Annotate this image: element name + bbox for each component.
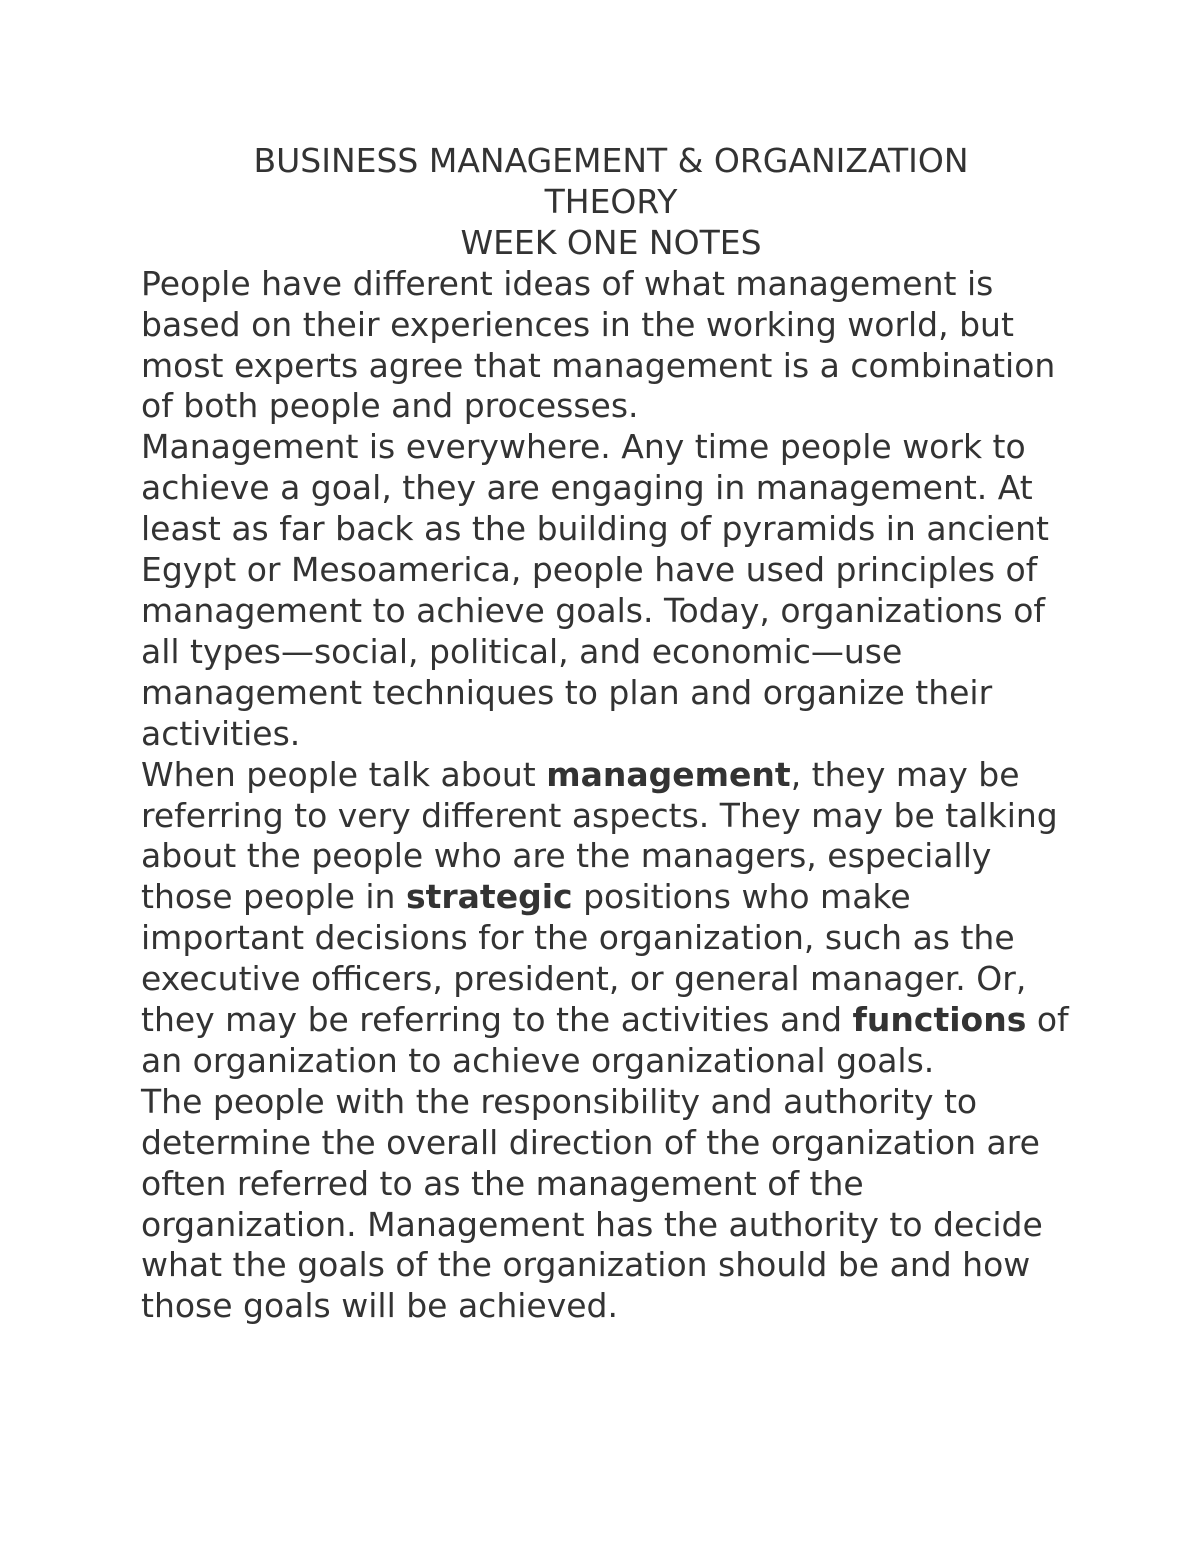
title-line-2: THEORY [544, 181, 678, 221]
document-body [141, 141, 1081, 1327]
paragraph-3-text-1: When people talk about [141, 754, 547, 794]
paragraph-3 [141, 755, 1081, 1082]
bold-term-management: management [546, 754, 791, 794]
paragraph-3-text-2: , they may be referring to very different aspects. They may be talking about the people who are the managers, especially those people in [141, 754, 1058, 917]
bold-term-strategic: strategic [405, 877, 573, 917]
bold-term-functions: functions [852, 1000, 1027, 1040]
paragraph-4: The people with the responsibility and authority to determine the overall direction of the organization are often referred to as the management of the organization. Management has the authority to decide what the goals of the organization should be and how those goals will be achieved. [141, 1081, 1043, 1326]
subtitle-week-one-notes: WEEK ONE NOTES [460, 222, 762, 262]
paragraph-3-text-4: of an organization to achieve organizational goals. [141, 1000, 1069, 1080]
title-line-1: BUSINESS MANAGEMENT & ORGANIZATION [253, 141, 969, 180]
paragraph-3-text-3: positions who make important decisions for the organization, such as the executive officers, president, or general manager. Or, they may be referring to the activities and [141, 877, 1027, 1040]
paragraph-1: People have different ideas of what management is based on their experiences in the working world, but most experts agree that management is a combination of both people and processes. [141, 263, 1056, 426]
paragraph-2: Management is everywhere. Any time people work to achieve a goal, they are engaging in management. At least as far back as the building of pyramids in ancient Egypt or Mesoamerica, people have used principles of management to achieve goals. Today, organizations of all types—social, political, and economic—use management techniques to plan and organize their activities. [141, 427, 1049, 753]
